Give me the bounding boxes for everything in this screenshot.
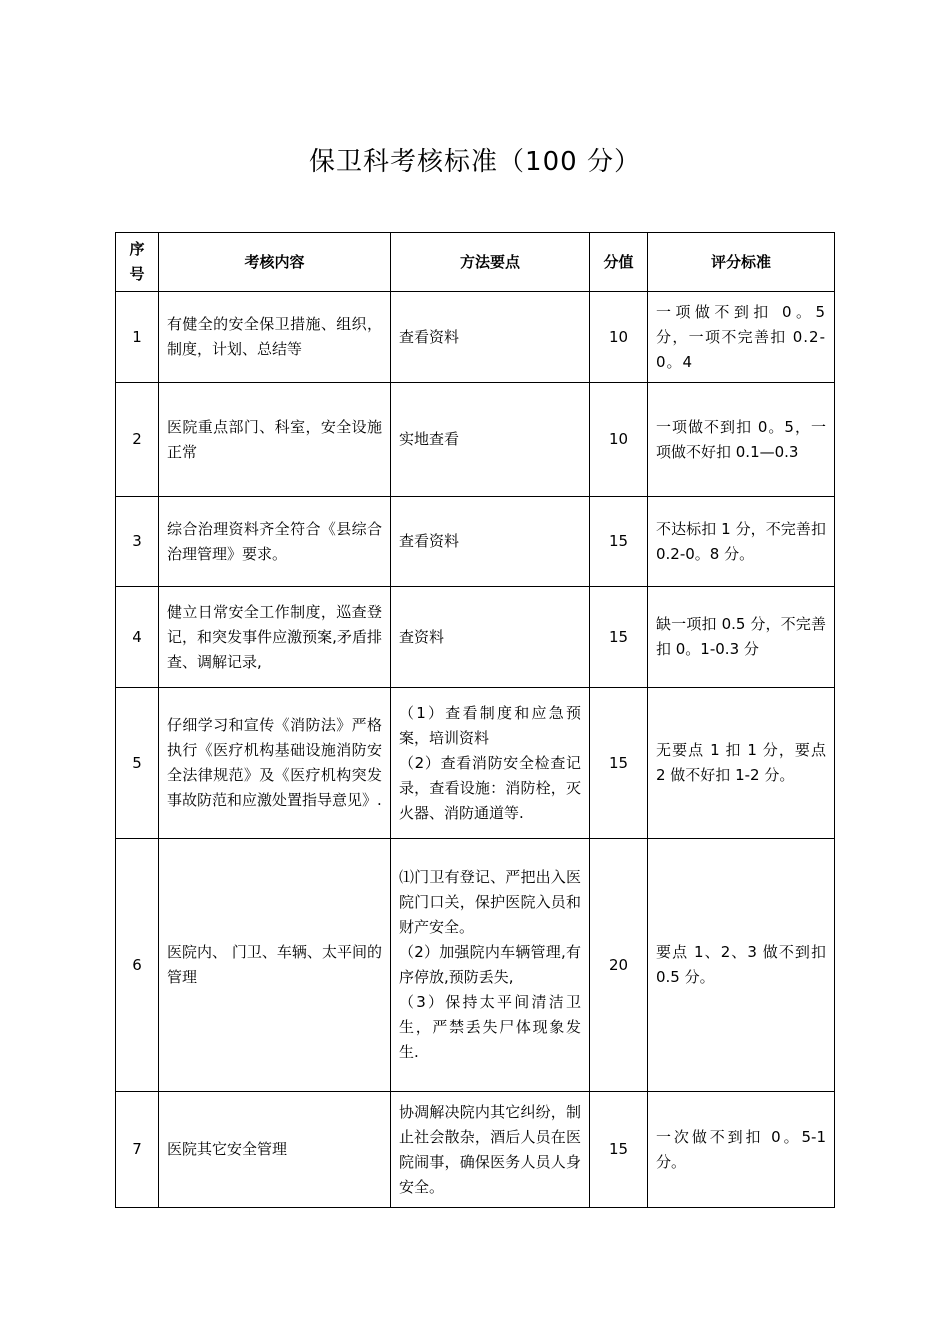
row-method xyxy=(391,292,590,383)
row-content: 医院其它安全管理 xyxy=(159,1092,391,1208)
method-line: 查看资料 xyxy=(399,327,460,346)
table-row xyxy=(116,383,835,497)
table-row xyxy=(116,1092,835,1208)
row-score: 20 xyxy=(590,839,648,1092)
row-method xyxy=(391,1092,590,1208)
row-score: 15 xyxy=(590,587,648,688)
row-content: 有健全的安全保卫措施、组织，制度，计划、总结等 xyxy=(159,292,391,383)
table-row xyxy=(116,497,835,587)
header-content: 考核内容 xyxy=(159,233,391,292)
row-criteria: 无要点 1 扣 1 分，要点 2 做不好扣 1-2 分。 xyxy=(648,688,835,839)
row-score: 15 xyxy=(590,497,648,587)
table-row xyxy=(116,292,835,383)
row-criteria: 要点 1、2、3 做不到扣 0.5 分。 xyxy=(648,839,835,1092)
header-index: 序号 xyxy=(116,233,159,292)
row-index: 4 xyxy=(116,587,159,688)
table-row xyxy=(116,587,835,688)
table-row xyxy=(116,688,835,839)
row-content: 健立日常安全工作制度，巡查登记，和突发事件应激预案,矛盾排查、调解记录, xyxy=(159,587,391,688)
row-score: 10 xyxy=(590,383,648,497)
row-method xyxy=(391,839,590,1092)
assessment-table xyxy=(115,232,835,1208)
method-line: 实地查看 xyxy=(399,430,460,448)
row-index: 5 xyxy=(116,688,159,839)
method-line: 查资料 xyxy=(399,627,445,646)
header-criteria: 评分标准 xyxy=(648,233,835,292)
row-index: 2 xyxy=(116,383,159,497)
method-line: （3）保持太平间清洁卫生，严禁丢失尸体现象发生. xyxy=(399,993,581,1061)
header-score: 分值 xyxy=(590,233,648,292)
method-line: （2）加强院内车辆管理,有序停放,预防丢失, xyxy=(399,943,581,986)
method-line: ⑴门卫有登记、严把出入医院门口关，保护医院入员和财产安全。 xyxy=(399,868,581,936)
row-criteria: 一项做不到扣 0。5，一项做不好扣 0.1—0.3 xyxy=(648,383,835,497)
row-content: 仔细学习和宣传《消防法》严格执行《医疗机构基础设施消防安全法律规范》及《医疗机构突发事故防范和应激处置指导意见》. xyxy=(159,688,391,839)
row-content: 综合治理资料齐全符合《县综合治理管理》要求。 xyxy=(159,497,391,587)
row-method xyxy=(391,383,590,497)
header-method: 方法要点 xyxy=(391,233,590,292)
row-content: 医院内、 门卫、车辆、太平间的管理 xyxy=(159,839,391,1092)
row-score: 15 xyxy=(590,688,648,839)
row-method xyxy=(391,688,590,839)
page-title: 保卫科考核标准（100 分） xyxy=(309,147,641,177)
method-line: 查看资料 xyxy=(399,532,460,550)
row-method xyxy=(391,497,590,587)
row-index: 3 xyxy=(116,497,159,587)
row-content: 医院重点部门、科室，安全设施正常 xyxy=(159,383,391,497)
method-line: 协凋解决院内其它纠纷，制止社会散杂，酒后人员在医院闹事，确保医务人员人身安全。 xyxy=(399,1102,581,1196)
row-index: 1 xyxy=(116,292,159,383)
row-criteria: 一次做不到扣 0。5-1 分。 xyxy=(648,1092,835,1208)
row-index: 6 xyxy=(116,839,159,1092)
row-criteria: 不达标扣 1 分，不完善扣 0.2-0。8 分。 xyxy=(648,497,835,587)
row-criteria: 缺一项扣 0.5 分，不完善扣 0。1-0.3 分 xyxy=(648,587,835,688)
row-score: 10 xyxy=(590,292,648,383)
row-criteria: 一项做不到扣 0。5 分，一项不完善扣 0.2-0。4 xyxy=(648,292,835,383)
row-method xyxy=(391,587,590,688)
row-score: 15 xyxy=(590,1092,648,1208)
table-header-row xyxy=(116,233,835,292)
row-index: 7 xyxy=(116,1092,159,1208)
method-line: （2）查看消防安全检查记录，查看设施：消防栓，灭火器、消防通道等. xyxy=(399,753,581,822)
method-line: （1）查看制度和应急预案，培训资料 xyxy=(399,703,581,747)
table-row xyxy=(116,839,835,1092)
